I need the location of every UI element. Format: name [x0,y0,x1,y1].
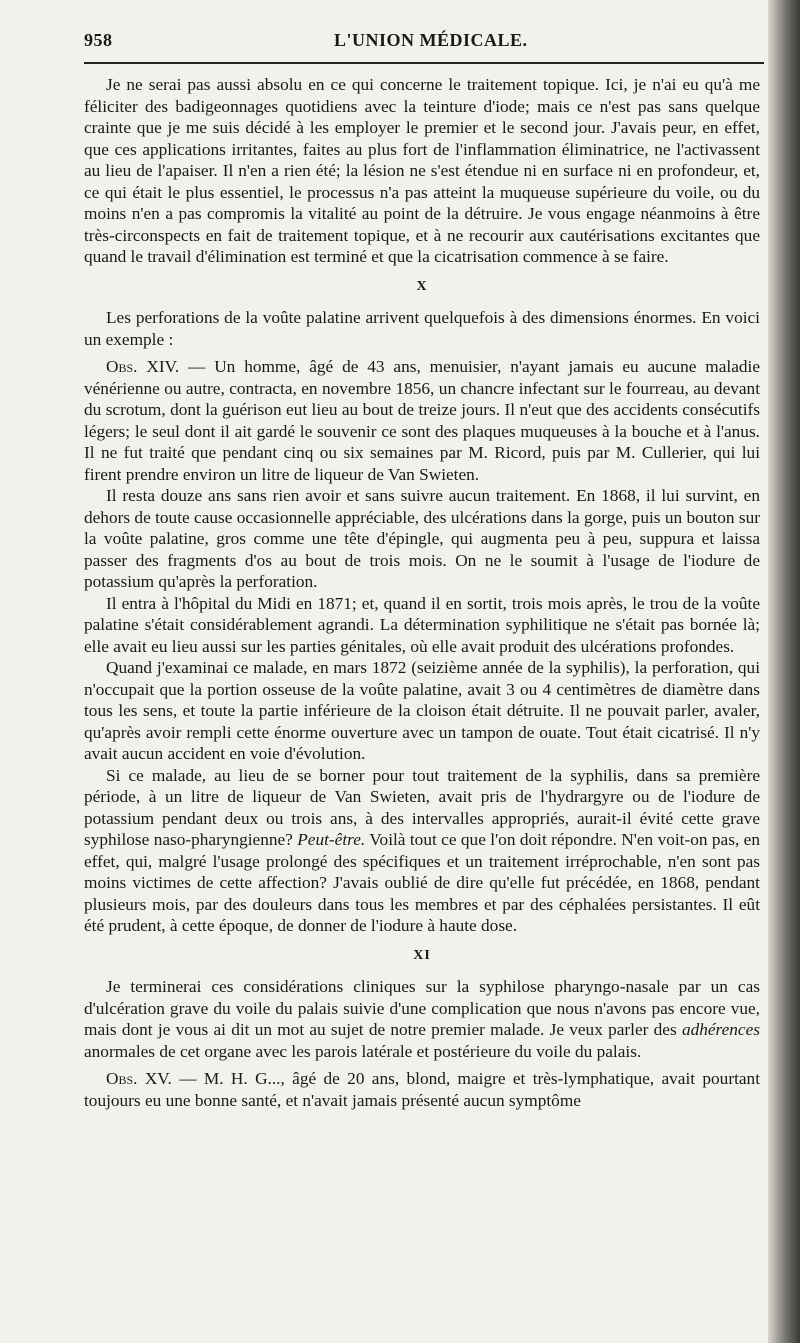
reflection-italic: Peut-être. [297,830,366,849]
adherences-text-start: Je terminerai ces considérations cliniques sur la syphilose pharyngo-nasale par un cas d'ulcération grave du voile du palais suivie d'une complication que nous n'avons pas encore vue, mais dont je vous ai dit un mot au sujet de notre premier malade. Je veux parler des [84,977,760,1039]
header-rule [84,62,764,64]
paragraph-observation-14 [84,356,760,485]
paragraph-adherences [84,976,760,1062]
section-heading-xi: XI [413,947,431,963]
reflection-text-start: Si ce malade, au lieu de se borner pour tout traitement de la syphilis, dans sa première période, à un litre de liqueur de Van Swieten, avait pris de l'hydrargyre ou de l'iodure de potassium pendant deux ou trois ans, à des intervalles appropriés, aurait-il évité cette grave syphilose naso-pharyngienne? [84,765,760,849]
reflection-text-end: Voilà tout ce que l'on doit répondre. N'en voit-on pas, en effet, qui, malgré l'usage prolongé des spécifiques et un traitement irréprochable, n'en sont pas moins victimes de cette affection? J'avais oublié de dire qu'elle fut précédée, en 1868, pendant plusieurs mois, par des douleurs dans tous les membres et par des céphalées persistantes. Il eût été prudent, à cette époque, de donner de l'iodure à haute dose. [84,830,760,935]
paragraph-examination: Quand j'examinai ce malade, en mars 1872 (seizième année de la syphilis), la perforation, qui n'occupait que la portion osseuse de la voûte palatine, avait 3 ou 4 centimètres de diamètre dans tous les sens, et toute la partie inférieure de la cloison était détruite. Il ne pouvait parler, avaler, qu'après avoir rempli cette énorme ouverture avec un tampon de ouate. Tout était cicatrisé. Il n'y avait aucun accident en voie d'évolution. [84,658,760,763]
paragraph-treatment-topical: Je ne serai pas aussi absolu en ce qui concerne le traitement topique. Ici, je n'ai eu qu'à me féliciter des badigeonnages quotidiens avec la teinture d'iode; mais ce n'est pas sans quelque crainte que je me suis décidé à les employer le premier et le second jour. J'avais peur, en effet, que ces applications irritantes, faites au plus fort de l'inflammation éliminatrice, ne l'activassent au lieu de l'apaiser. Il n'en a rien été; la lésion ne s'est étendue ni en surface ni en profondeur, et, ce qui était le plus essentiel, le processus n'a pas atteint la muqueuse supérieure du voile, ou du moins n'en a pas compromis la vitalité au point de la détruire. Je vous engage néanmoins à être très-circonspects en fait de traitement topique, et à ne recourir aux cautérisations excitantes que quand le travail d'élimination est terminé et que la cicatrisation commence à se faire. [84,75,760,266]
adherences-text-end: anormales de cet organe avec les parois latérale et postérieure du voile du palais. [84,1041,642,1061]
book-spine-shadow [768,0,800,1343]
page-number: 958 [84,30,113,50]
observation-text: — Un homme, âgé de 43 ans, menuisier, n'ayant jamais eu aucune maladie vénérienne ou autre, contracta, en novembre 1856, un chancre infectant sur le fourreau, au devant du scrotum, dont la guérison eut lieu au bout de treize jours. Il n'eut que des accidents consécutifs légers; le seul dont il ait gardé le souvenir ce sont des plaques muqueuses à la bouche et à l'anus. Il ne fut traité que pendant cinq ou six semaines par M. Ricord, puis par M. Cullerier, qui lui firent prendre environ un litre de liqueur de Van Swieten. [84,357,761,484]
page-header [84,30,764,56]
adherences-italic: adhérences [681,1020,760,1039]
observation-label: Obs. XIV. [106,357,180,376]
section-heading-x: X [416,278,428,294]
paragraph-reflection [84,765,760,937]
page-body [84,74,760,1111]
paragraph-observation-15 [84,1068,760,1111]
observation-text: — M. H. G..., âgé de 20 ans, blond, maigre et très-lymphatique, avait pourtant toujours eu une bonne santé, et n'avait jamais présenté aucun symptôme [84,1069,760,1110]
observation-label: Obs. XV. [106,1069,172,1088]
paragraph-perforations-intro: Les perforations de la voûte palatine arrivent quelquefois à des dimensions énormes. En voici un exemple : [84,308,760,349]
paragraph-twelve-years: Il resta douze ans sans rien avoir et sans suivre aucun traitement. En 1868, il lui survint, en dehors de toute cause occasionnelle appréciable, des ulcérations dans la gorge, puis un bouton sur la voûte palatine, gros comme une tête d'épingle, qui augmenta peu à peu, suppura et laissa passer des fragments d'os au bout de trois mois. On ne le soumit à l'usage de l'iodure de potassium qu'après la perforation. [84,486,760,591]
paragraph-hopital-midi: Il entra à l'hôpital du Midi en 1871; et, quand il en sortit, trois mois après, le trou de la voûte palatine s'était considérablement agrandi. La détermination syphilitique ne s'était pas bornée là; elle avait eu lieu aussi sur les parties génitales, où elle avait produit des ulcérations profondes. [84,593,760,656]
running-title: L'UNION MÉDICALE. [334,30,528,50]
